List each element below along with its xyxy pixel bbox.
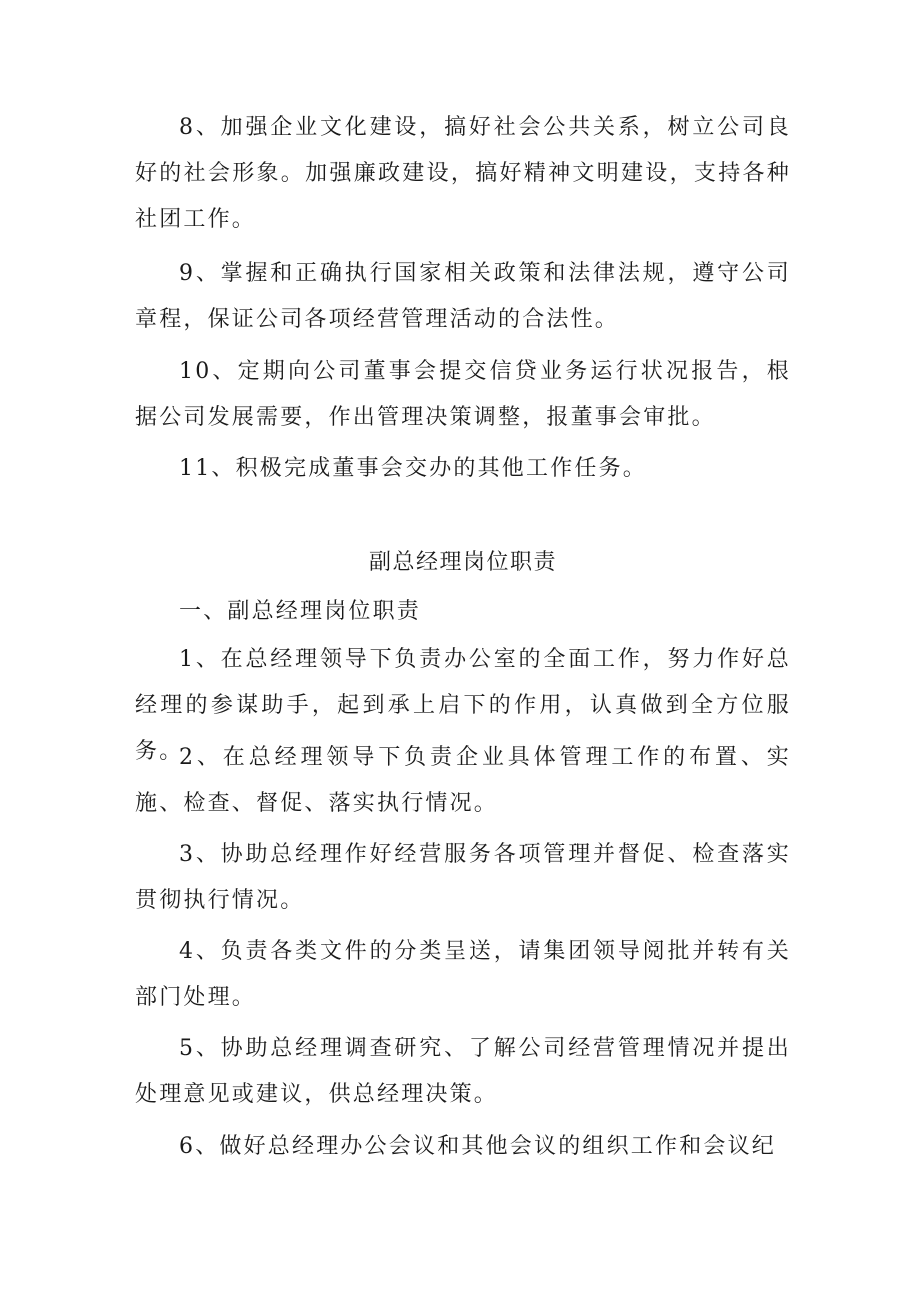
vp-duty-item-1: 1、在总经理领导下负责办公室的全面工作，努力作好总经理的参谋助手，起到承上启下的作用，认真做到全方位服务。 (135, 647, 791, 764)
duty-item-9: 9、掌握和正确执行国家相关政策和法律法规，遵守公司章程，保证公司各项经营管理活动的合法性。 (135, 261, 791, 332)
duty-item-8: 8、加强企业文化建设，搞好社会公共关系，树立公司良好的社会形象。加强廉政建设，搞好精神文明建设，支持各种社团工作。 (135, 115, 791, 232)
vp-duty-item-3: 3、协助总经理作好经营服务各项管理并督促、检查落实贯彻执行情况。 (135, 842, 791, 913)
vp-duty-item-4: 4、负责各类文件的分类呈送，请集团领导阅批并转有关部门处理。 (135, 939, 791, 1010)
section-title: 副总经理岗位职责 (368, 550, 557, 575)
duty-item-10: 10、定期向公司董事会提交信贷业务运行状况报告，根据公司发展需要，作出管理决策调整，报董事会审批。 (135, 359, 791, 430)
vp-duty-item-6: 6、做好总经理办公会议和其他会议的组织工作和会议纪 (179, 1134, 776, 1159)
vp-duty-item-5: 5、协助总经理调查研究、了解公司经营管理情况并提出处理意见或建议，供总经理决策。 (135, 1036, 791, 1107)
section-subtitle: 一、副总经理岗位职责 (179, 599, 422, 624)
vp-duty-item-2: 2、在总经理领导下负责企业具体管理工作的布置、实施、检查、督促、落实执行情况。 (135, 745, 791, 816)
duty-item-11: 11、积极完成董事会交办的其他工作任务。 (179, 456, 647, 481)
